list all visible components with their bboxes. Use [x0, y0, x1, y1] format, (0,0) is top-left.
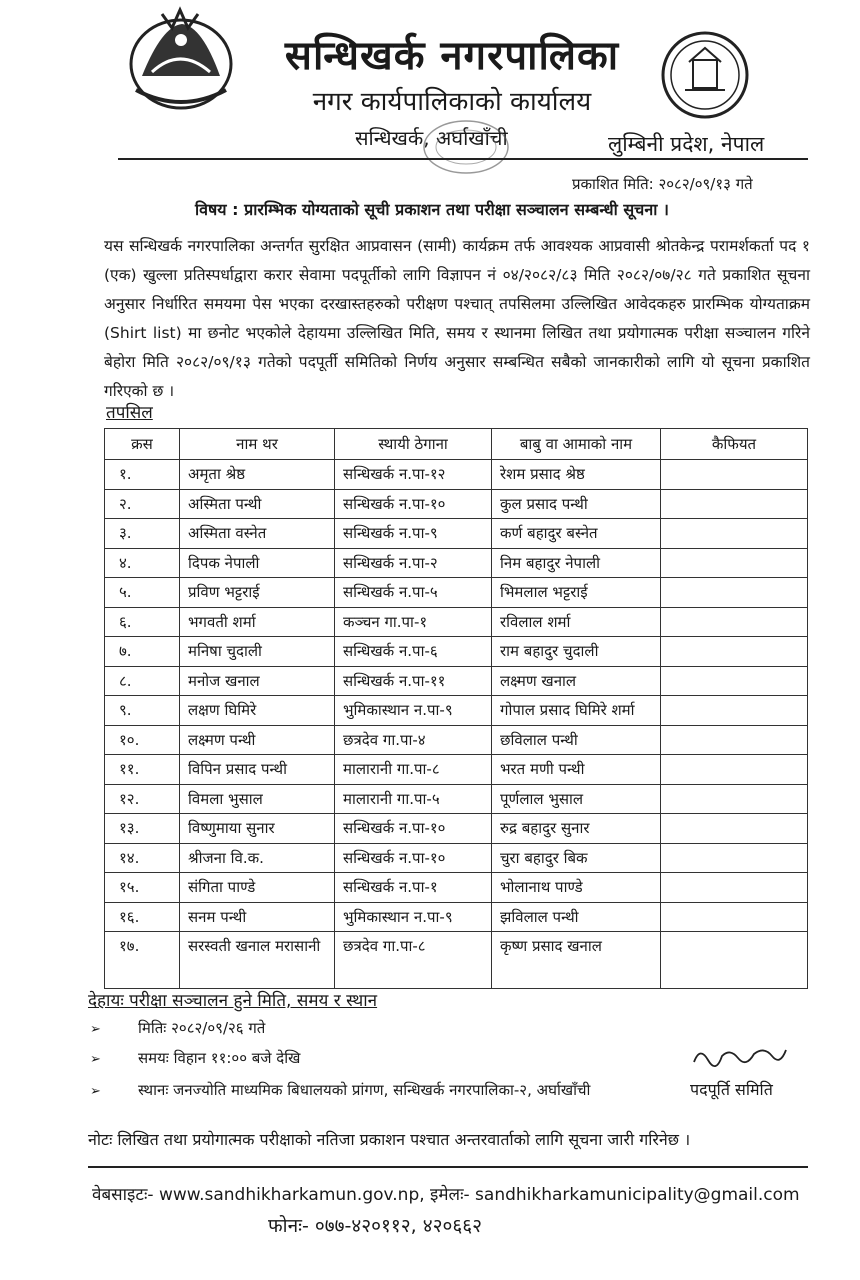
cell-parent: झविलाल पन्थी: [492, 902, 661, 932]
col-header-sn: क्रस: [105, 429, 180, 460]
cell-remarks: [661, 932, 808, 989]
cell-remarks: [661, 902, 808, 932]
cell-address: सन्धिखर्क न.पा-११: [335, 666, 492, 696]
table-row: [105, 548, 808, 578]
cell-sn: १२.: [105, 784, 180, 814]
cell-sn: १०.: [105, 725, 180, 755]
cell-address: मालारानी गा.पा-५: [335, 784, 492, 814]
cell-name: विमला भुसाल: [180, 784, 335, 814]
cell-name: मनोज खनाल: [180, 666, 335, 696]
cell-parent: पूर्णलाल भुसाल: [492, 784, 661, 814]
province-label: लुम्बिनी प्रदेश, नेपाल: [608, 132, 765, 156]
cell-address: सन्धिखर्क न.पा-९: [335, 519, 492, 549]
cell-remarks: [661, 843, 808, 873]
cell-parent: कर्ण बहादुर बस्नेत: [492, 519, 661, 549]
cell-parent: चुरा बहादुर बिक: [492, 843, 661, 873]
cell-address: भुमिकास्थान न.पा-९: [335, 696, 492, 726]
cell-address: सन्धिखर्क न.पा-२: [335, 548, 492, 578]
cell-sn: ४.: [105, 548, 180, 578]
cell-name: अमृता श्रेष्ठ: [180, 460, 335, 490]
table-row: [105, 637, 808, 667]
table-row: [105, 489, 808, 519]
cell-address: सन्धिखर्क न.पा-१: [335, 873, 492, 903]
municipality-logo: [655, 28, 755, 123]
cell-parent: रुद्र बहादुर सुनार: [492, 814, 661, 844]
cell-name: श्रीजना वि.क.: [180, 843, 335, 873]
office-stamp: [420, 118, 512, 176]
col-header-parent: बाबु वा आमाको नाम: [492, 429, 661, 460]
table-row: [105, 932, 808, 989]
cell-parent: राम बहादुर चुदाली: [492, 637, 661, 667]
cell-name: भगवती शर्मा: [180, 607, 335, 637]
footer-divider: [88, 1166, 808, 1168]
cell-parent: निम बहादुर नेपाली: [492, 548, 661, 578]
cell-address: सन्धिखर्क न.पा-५: [335, 578, 492, 608]
table-row: [105, 902, 808, 932]
cell-address: छत्रदेव गा.पा-८: [335, 932, 492, 989]
table-row: [105, 784, 808, 814]
cell-parent: रविलाल शर्मा: [492, 607, 661, 637]
cell-sn: १६.: [105, 902, 180, 932]
exam-date-item: [90, 1018, 265, 1038]
cell-remarks: [661, 666, 808, 696]
notice-body: यस सन्धिखर्क नगरपालिका अन्तर्गत सुरक्षित आप्रवासन (सामी) कार्यक्रम तर्फ आवश्यक आप्रवासी श्रोतकेन्द्र परामर्शकर्ता पद १ (एक) खुल्ला प्रतिस्पर्धाद्वारा करार सेवामा पदपूर्तीको लागि विज्ञापन नं ०४/२०८२/८३ मिति २०८२/०७/२८ गते प्रकाशित सूचना अनुसार निर्धारित समयमा पेस भएका दरखास्तहरुको परीक्षण पश्चात् तपसिलमा उल्लिखित आवेदकहरु प्रारम्भिक योग्यताक्रम (Shirt list) मा छनोट भएकोले देहायमा उल्लिखित मिति, समय र स्थानमा लिखित तथा प्रयोगात्मक परीक्षा सञ्चालन गरिने बेहोरा मिति २०८२/०९/१३ गतेको पदपूर्ती समितिको निर्णय अनुसार सम्बन्धित सबैको जानकारीको लागि यो सूचना प्रकाशित गरिएको छ ।: [104, 237, 810, 400]
tapsil-label: तपसिल: [106, 403, 153, 423]
cell-parent: लक्ष्मण खनाल: [492, 666, 661, 696]
cell-remarks: [661, 755, 808, 785]
table-row: [105, 696, 808, 726]
cell-name: अस्मिता वस्नेत: [180, 519, 335, 549]
cell-remarks: [661, 519, 808, 549]
cell-parent: छविलाल पन्थी: [492, 725, 661, 755]
cell-address: कञ्चन गा.पा-१: [335, 607, 492, 637]
cell-sn: ३.: [105, 519, 180, 549]
cell-address: सन्धिखर्क न.पा-१२: [335, 460, 492, 490]
cell-name: दिपक नेपाली: [180, 548, 335, 578]
cell-remarks: [661, 696, 808, 726]
office-name: सन्धिखर्क नगरपालिका: [284, 33, 620, 79]
cell-name: सरस्वती खनाल मरासानी: [180, 932, 335, 989]
candidate-table: [104, 428, 808, 989]
notice-subject: विषय : प्रारम्भिक योग्यताको सूची प्रकाशन तथा परीक्षा सञ्चालन सम्बन्धी सूचना ।: [195, 200, 669, 219]
table-row: [105, 666, 808, 696]
cell-name: प्रविण भट्टराई: [180, 578, 335, 608]
col-header-address: स्थायी ठेगाना: [335, 429, 492, 460]
cell-remarks: [661, 460, 808, 490]
cell-sn: ६.: [105, 607, 180, 637]
exam-date: मितिः २०८२/०९/२६ गते: [138, 1019, 266, 1037]
cell-parent: कुल प्रसाद पन्थी: [492, 489, 661, 519]
cell-sn: ७.: [105, 637, 180, 667]
table-row: [105, 755, 808, 785]
cell-remarks: [661, 637, 808, 667]
cell-remarks: [661, 784, 808, 814]
cell-parent: भरत मणी पन्थी: [492, 755, 661, 785]
cell-name: लक्षण घिमिरे: [180, 696, 335, 726]
cell-remarks: [661, 725, 808, 755]
col-header-remarks: कैफियत: [661, 429, 808, 460]
committee-label: पदपूर्ति समिति: [690, 1080, 773, 1099]
cell-name: मनिषा चुदाली: [180, 637, 335, 667]
cell-remarks: [661, 548, 808, 578]
cell-name: अस्मिता पन्थी: [180, 489, 335, 519]
table-header-row: [105, 429, 808, 460]
cell-address: सन्धिखर्क न.पा-६: [335, 637, 492, 667]
cell-address: सन्धिखर्क न.पा-१०: [335, 814, 492, 844]
nepal-emblem-logo: [122, 6, 240, 114]
exam-place-item: [90, 1080, 590, 1100]
table-row: [105, 460, 808, 490]
table-row: [105, 873, 808, 903]
cell-sn: १४.: [105, 843, 180, 873]
signature: [690, 1042, 790, 1070]
published-date: प्रकाशित मिति: २०८२/०९/१३ गते: [572, 175, 753, 193]
table-row: [105, 519, 808, 549]
cell-address: छत्रदेव गा.पा-४: [335, 725, 492, 755]
office-location: सन्धिखर्क, अर्घाखाँची: [355, 126, 508, 150]
arrow-bullet-icon: ➢: [90, 1052, 101, 1067]
notice-note: नोटः लिखित तथा प्रयोगात्मक परीक्षाको नतिजा प्रकाशन पश्चात अन्तरवार्ताको लागि सूचना जारी गरिनेछ ।: [88, 1130, 691, 1149]
cell-address: सन्धिखर्क न.पा-१०: [335, 489, 492, 519]
cell-sn: १५.: [105, 873, 180, 903]
table-row: [105, 814, 808, 844]
phone-info: फोनः- ०७७-४२०११२, ४२०६६२: [268, 1215, 482, 1237]
cell-sn: १३.: [105, 814, 180, 844]
cell-sn: १७.: [105, 932, 180, 989]
arrow-bullet-icon: ➢: [90, 1022, 101, 1037]
col-header-name: नाम थर: [180, 429, 335, 460]
table-row: [105, 843, 808, 873]
contact-info: वेबसाइटः- www.sandhikharkamun.gov.np, इमेलः- sandhikharkamunicipality@gmail.com: [92, 1185, 800, 1205]
cell-sn: ११.: [105, 755, 180, 785]
exam-time-item: [90, 1048, 300, 1068]
cell-parent: भिमलाल भट्टराई: [492, 578, 661, 608]
cell-parent: कृष्ण प्रसाद खनाल: [492, 932, 661, 989]
table-row: [105, 607, 808, 637]
header-divider: [118, 158, 808, 160]
cell-name: विपिन प्रसाद पन्थी: [180, 755, 335, 785]
cell-parent: भोलानाथ पाण्डे: [492, 873, 661, 903]
cell-sn: ५.: [105, 578, 180, 608]
cell-address: सन्धिखर्क न.पा-१०: [335, 843, 492, 873]
cell-name: संगिता पाण्डे: [180, 873, 335, 903]
cell-parent: रेशम प्रसाद श्रेष्ठ: [492, 460, 661, 490]
cell-remarks: [661, 578, 808, 608]
cell-name: सनम पन्थी: [180, 902, 335, 932]
cell-name: लक्ष्मण पन्थी: [180, 725, 335, 755]
exam-place: स्थानः जनज्योति माध्यमिक बिधालयको प्रांगण, सन्धिखर्क नगरपालिका-२, अर्घाखाँची: [138, 1081, 591, 1099]
cell-sn: १.: [105, 460, 180, 490]
cell-remarks: [661, 814, 808, 844]
cell-sn: २.: [105, 489, 180, 519]
cell-address: भुमिकास्थान न.पा-९: [335, 902, 492, 932]
cell-sn: ८.: [105, 666, 180, 696]
office-subtitle: नगर कार्यपालिकाको कार्यालय: [312, 87, 592, 117]
table-row: [105, 725, 808, 755]
exam-time: समयः विहान ११:०० बजे देखि: [138, 1049, 301, 1067]
table-row: [105, 578, 808, 608]
cell-remarks: [661, 873, 808, 903]
details-heading: देहायः परीक्षा सञ्चालन हुने मिति, समय र स्थान: [88, 991, 378, 1011]
cell-remarks: [661, 607, 808, 637]
cell-parent: गोपाल प्रसाद घिमिरे शर्मा: [492, 696, 661, 726]
cell-name: विष्णुमाया सुनार: [180, 814, 335, 844]
cell-address: मालारानी गा.पा-८: [335, 755, 492, 785]
cell-remarks: [661, 489, 808, 519]
arrow-bullet-icon: ➢: [90, 1084, 101, 1099]
cell-sn: ९.: [105, 696, 180, 726]
